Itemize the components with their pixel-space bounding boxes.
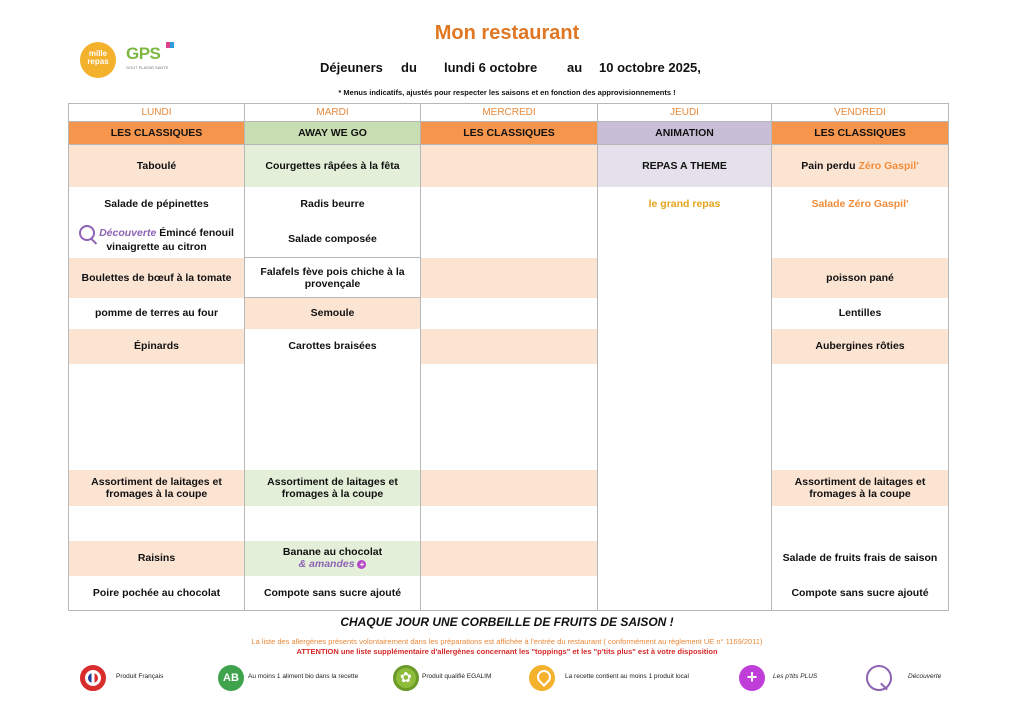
menu-cell	[598, 329, 772, 364]
menu-cell: le grand repas	[598, 187, 772, 221]
menu-cell: Compote sans sucre ajouté	[772, 576, 949, 611]
gps-logo-text: GPS	[126, 44, 161, 63]
menu-cell	[245, 506, 421, 541]
gps-logo-subtitle: GOUT PLAISIR SANTE	[126, 65, 169, 70]
menu-cell	[421, 258, 598, 298]
table-row	[69, 541, 949, 576]
menu-item: Pain perdu	[801, 159, 856, 172]
mille-repas-logo-text: mille repas	[87, 49, 109, 66]
menu-cell	[69, 221, 245, 258]
table-row	[69, 506, 949, 541]
menu-item: Émincé fenouil vinaigrette au citron	[106, 226, 234, 253]
menu-cell	[421, 329, 598, 364]
allergens-notice: La liste des allergènes présents volontairement dans les préparations est affichée à l'entrée du restaurant ( conformément au règlement UE n° 1169/2011)	[251, 637, 763, 646]
daily-fruit-banner: CHAQUE JOUR UNE CORBEILLE DE FRUITS DE SAISON !	[340, 615, 674, 629]
menu-cell	[421, 145, 598, 187]
menu-cell: Poire pochée au chocolat	[69, 576, 245, 611]
ptits-plus-icon: +	[357, 560, 366, 569]
menu-cell: poisson pané	[772, 258, 949, 298]
menu-cell: Salade de pépinettes	[69, 187, 245, 221]
legend-label: Au moins 1 aliment bio dans la recette	[248, 673, 359, 680]
menu-cell	[598, 221, 772, 258]
menu-cell	[772, 364, 949, 470]
legend-label: Produit qualifié EGALIM	[422, 673, 492, 680]
menu-cell	[421, 506, 598, 541]
menu-cell	[598, 298, 772, 329]
menu-cell: Raisins	[69, 541, 245, 576]
page-title: Mon restaurant	[434, 22, 580, 44]
day-mercredi: MERCREDI	[421, 104, 598, 122]
day-mardi: MARDI	[245, 104, 421, 122]
table-row	[69, 470, 949, 506]
legend-label: Les p'tits PLUS	[773, 673, 818, 680]
menu-cell: Salade de fruits frais de saison	[772, 541, 949, 576]
menu-cell	[772, 145, 949, 187]
category-jeudi: ANIMATION	[598, 122, 772, 145]
discovery-icon	[79, 225, 95, 241]
table-row	[69, 258, 949, 298]
categories-row	[69, 122, 949, 145]
menu-cell: Taboulé	[69, 145, 245, 187]
menu-cell	[598, 576, 772, 611]
menu-cell: Semoule	[245, 298, 421, 329]
legend-label: La recette contient au moins 1 produit local	[565, 673, 689, 680]
menu-cell	[421, 187, 598, 221]
menu-cell: Carottes braisées	[245, 329, 421, 364]
zero-gaspil-tag: Zéro Gaspil'	[858, 159, 919, 172]
table-row	[69, 145, 949, 187]
dates-to-word: au	[567, 60, 583, 75]
menu-cell	[598, 258, 772, 298]
legend-label: Produit Français	[116, 673, 164, 680]
menu-cell: Salade composée	[245, 221, 421, 258]
table-row	[69, 298, 949, 329]
menu-cell	[245, 364, 421, 470]
table-row	[69, 187, 949, 221]
egalim-icon	[393, 665, 419, 691]
table-row	[69, 221, 949, 258]
category-vendredi: LES CLASSIQUES	[772, 122, 949, 145]
menu-cell: Lentilles	[772, 298, 949, 329]
category-lundi: LES CLASSIQUES	[69, 122, 245, 145]
menu-cell: Aubergines rôties	[772, 329, 949, 364]
menu-cell: Courgettes râpées à la fêta	[245, 145, 421, 187]
menu-cell	[598, 470, 772, 506]
menu-cell: Falafels fève pois chiche à la provençale	[245, 258, 421, 298]
menu-cell: REPAS A THEME	[598, 145, 772, 187]
dates-label: Déjeuners	[320, 60, 383, 75]
menu-cell: Épinards	[69, 329, 245, 364]
allergens-warning: ATTENTION une liste supplémentaire d'allergènes concernant les "toppings" et les "p'tits plus" est à votre disposition	[296, 647, 718, 656]
discovery-icon	[866, 665, 892, 691]
menu-cell	[69, 364, 245, 470]
ptits-plus-icon: +	[739, 665, 765, 691]
menu-cell	[598, 364, 772, 470]
day-lundi: LUNDI	[69, 104, 245, 122]
legend-label: Découverte	[908, 673, 942, 680]
category-mardi: AWAY WE GO	[245, 122, 421, 145]
menu-item: Banane au chocolat	[282, 546, 383, 558]
table-row	[69, 576, 949, 611]
menu-note: * Menus indicatifs, ajustés pour respecter les saisons et en fonction des approvisionnements !	[338, 88, 676, 97]
discovery-tag: Découverte	[99, 226, 157, 239]
table-row	[69, 329, 949, 364]
menu-cell	[421, 298, 598, 329]
dates-from-word: du	[401, 60, 417, 75]
menu-cell: Salade Zéro Gaspil'	[772, 187, 949, 221]
menu-cell	[421, 541, 598, 576]
day-jeudi: JEUDI	[598, 104, 772, 122]
menu-cell: Boulettes de bœuf à la tomate	[69, 258, 245, 298]
menu-cell	[421, 576, 598, 611]
menu-cell	[598, 506, 772, 541]
menu-cell: Radis beurre	[245, 187, 421, 221]
table-row	[69, 364, 949, 470]
weekly-menu-table	[68, 103, 949, 611]
menu-cell: Assortiment de laitages et fromages à la coupe	[772, 470, 949, 506]
legend	[80, 663, 960, 693]
ptits-plus-item: & amandes	[298, 558, 355, 570]
menu-cell	[69, 506, 245, 541]
dates-start: lundi 6 octobre	[444, 60, 538, 75]
menu-cell	[421, 364, 598, 470]
menu-cell: Assortiment de laitages et fromages à la coupe	[245, 470, 421, 506]
menu-cell	[598, 541, 772, 576]
menu-cell: Assortiment de laitages et fromages à la coupe	[69, 470, 245, 506]
menu-cell	[772, 506, 949, 541]
date-range	[0, 60, 1024, 76]
organic-ab-icon: AB	[218, 665, 244, 691]
menu-cell: Compote sans sucre ajouté	[245, 576, 421, 611]
french-product-icon	[80, 665, 106, 691]
menu-cell	[772, 221, 949, 258]
menu-cell: pomme de terres au four	[69, 298, 245, 329]
dates-end: 10 octobre 2025,	[599, 60, 701, 75]
menu-cell	[421, 470, 598, 506]
days-row	[69, 104, 949, 122]
local-product-icon	[529, 665, 555, 691]
gps-flag-icon	[166, 42, 174, 48]
day-vendredi: VENDREDI	[772, 104, 949, 122]
menu-cell	[245, 541, 421, 576]
menu-cell	[421, 221, 598, 258]
category-mercredi: LES CLASSIQUES	[421, 122, 598, 145]
